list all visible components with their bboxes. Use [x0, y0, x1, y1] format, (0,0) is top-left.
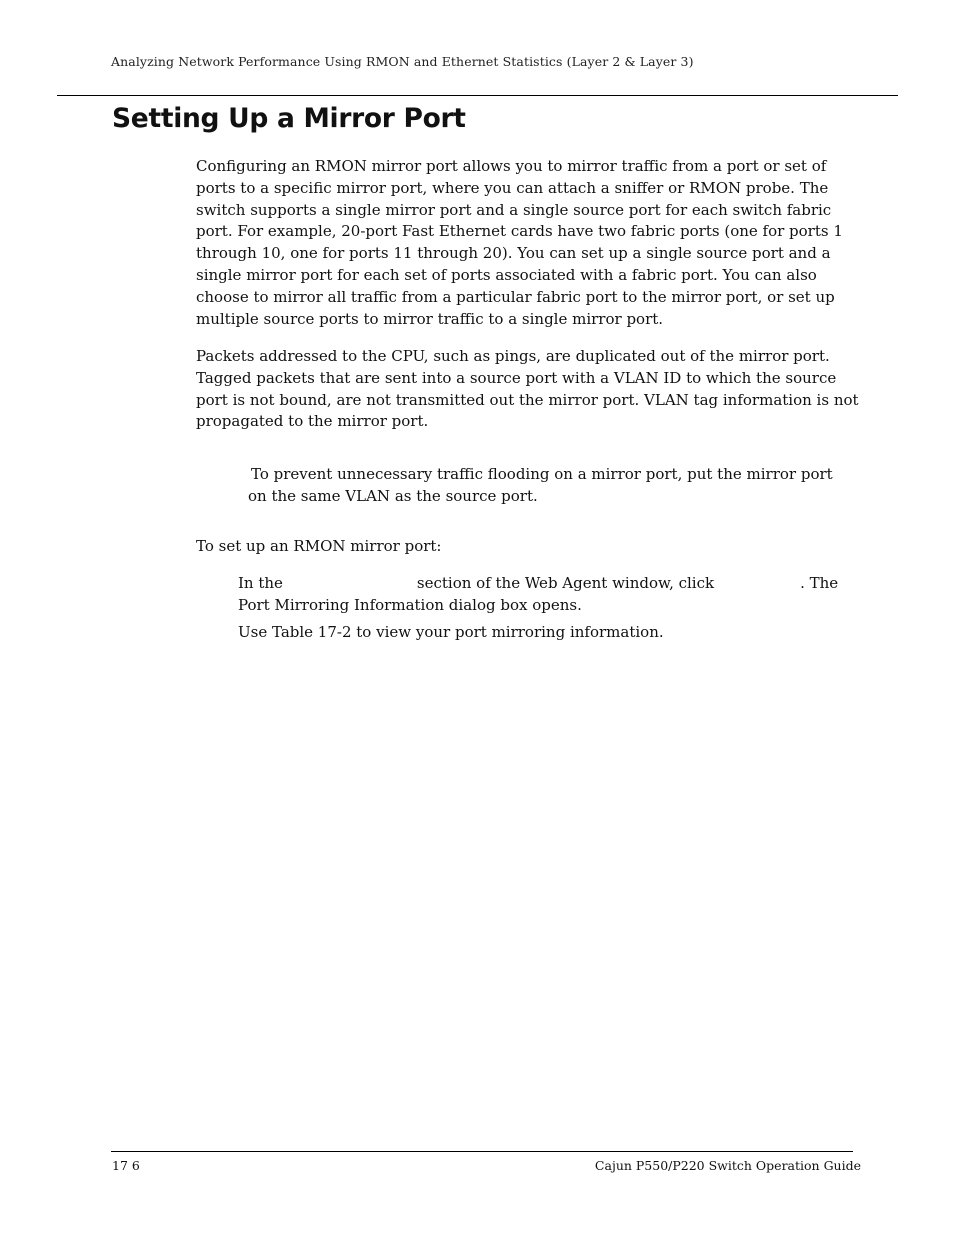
step-text: Port Mirroring Information dialog box opens.	[238, 595, 582, 614]
header-rule	[57, 95, 898, 96]
book-title: Cajun P550/P220 Switch Operation Guide	[594, 1158, 861, 1173]
note-line: To prevent unnecessary traffic flooding on a mirror port, put the mirror port	[251, 465, 833, 483]
step-text: section of the Web Agent window, click	[416, 574, 715, 592]
section-title: Setting Up a Mirror Port	[112, 103, 466, 134]
note-line: on the same VLAN as the source port.	[248, 486, 538, 505]
body-paragraph-cpu-packets: Packets addressed to the CPU, such as pings, are duplicated out of the mirror port. Tagged packets that are sent into a source port with a VLAN ID to which the source port is not bound, are not transmitted out the mirror port. VLAN tag information is not propagated to the mirror port.	[196, 347, 859, 431]
running-header: Analyzing Network Performance Using RMON and Ethernet Statistics (Layer 2 & Layer 3)	[111, 54, 694, 69]
note-block	[248, 464, 848, 507]
body-paragraph-intro: Configuring an RMON mirror port allows you to mirror traffic from a port or set of ports to a specific mirror port, where you can attach a sniffer or RMON probe. The switch supports a single mirror port and a single source port for each switch fabric port. For example, 20-port Fast Ethernet cards have two fabric ports (one for ports 1 through 10, one for ports 11 through 20). You can set up a single source port and a single mirror port for each set of ports associated with a fabric port. You can also choose to mirror all traffic from a particular fabric port to the mirror port, or set up multiple source ports to mirror traffic to a single mirror port.	[196, 157, 843, 328]
footer-rule	[111, 1151, 853, 1152]
procedure-intro: To set up an RMON mirror port:	[196, 537, 442, 555]
page-number: 17 6	[112, 1158, 140, 1173]
step-text: In the	[238, 574, 283, 592]
step-text: . The	[800, 574, 839, 592]
procedure-step-1	[238, 573, 853, 616]
procedure-step-2: Use Table 17-2 to view your port mirroring information.	[238, 623, 664, 641]
